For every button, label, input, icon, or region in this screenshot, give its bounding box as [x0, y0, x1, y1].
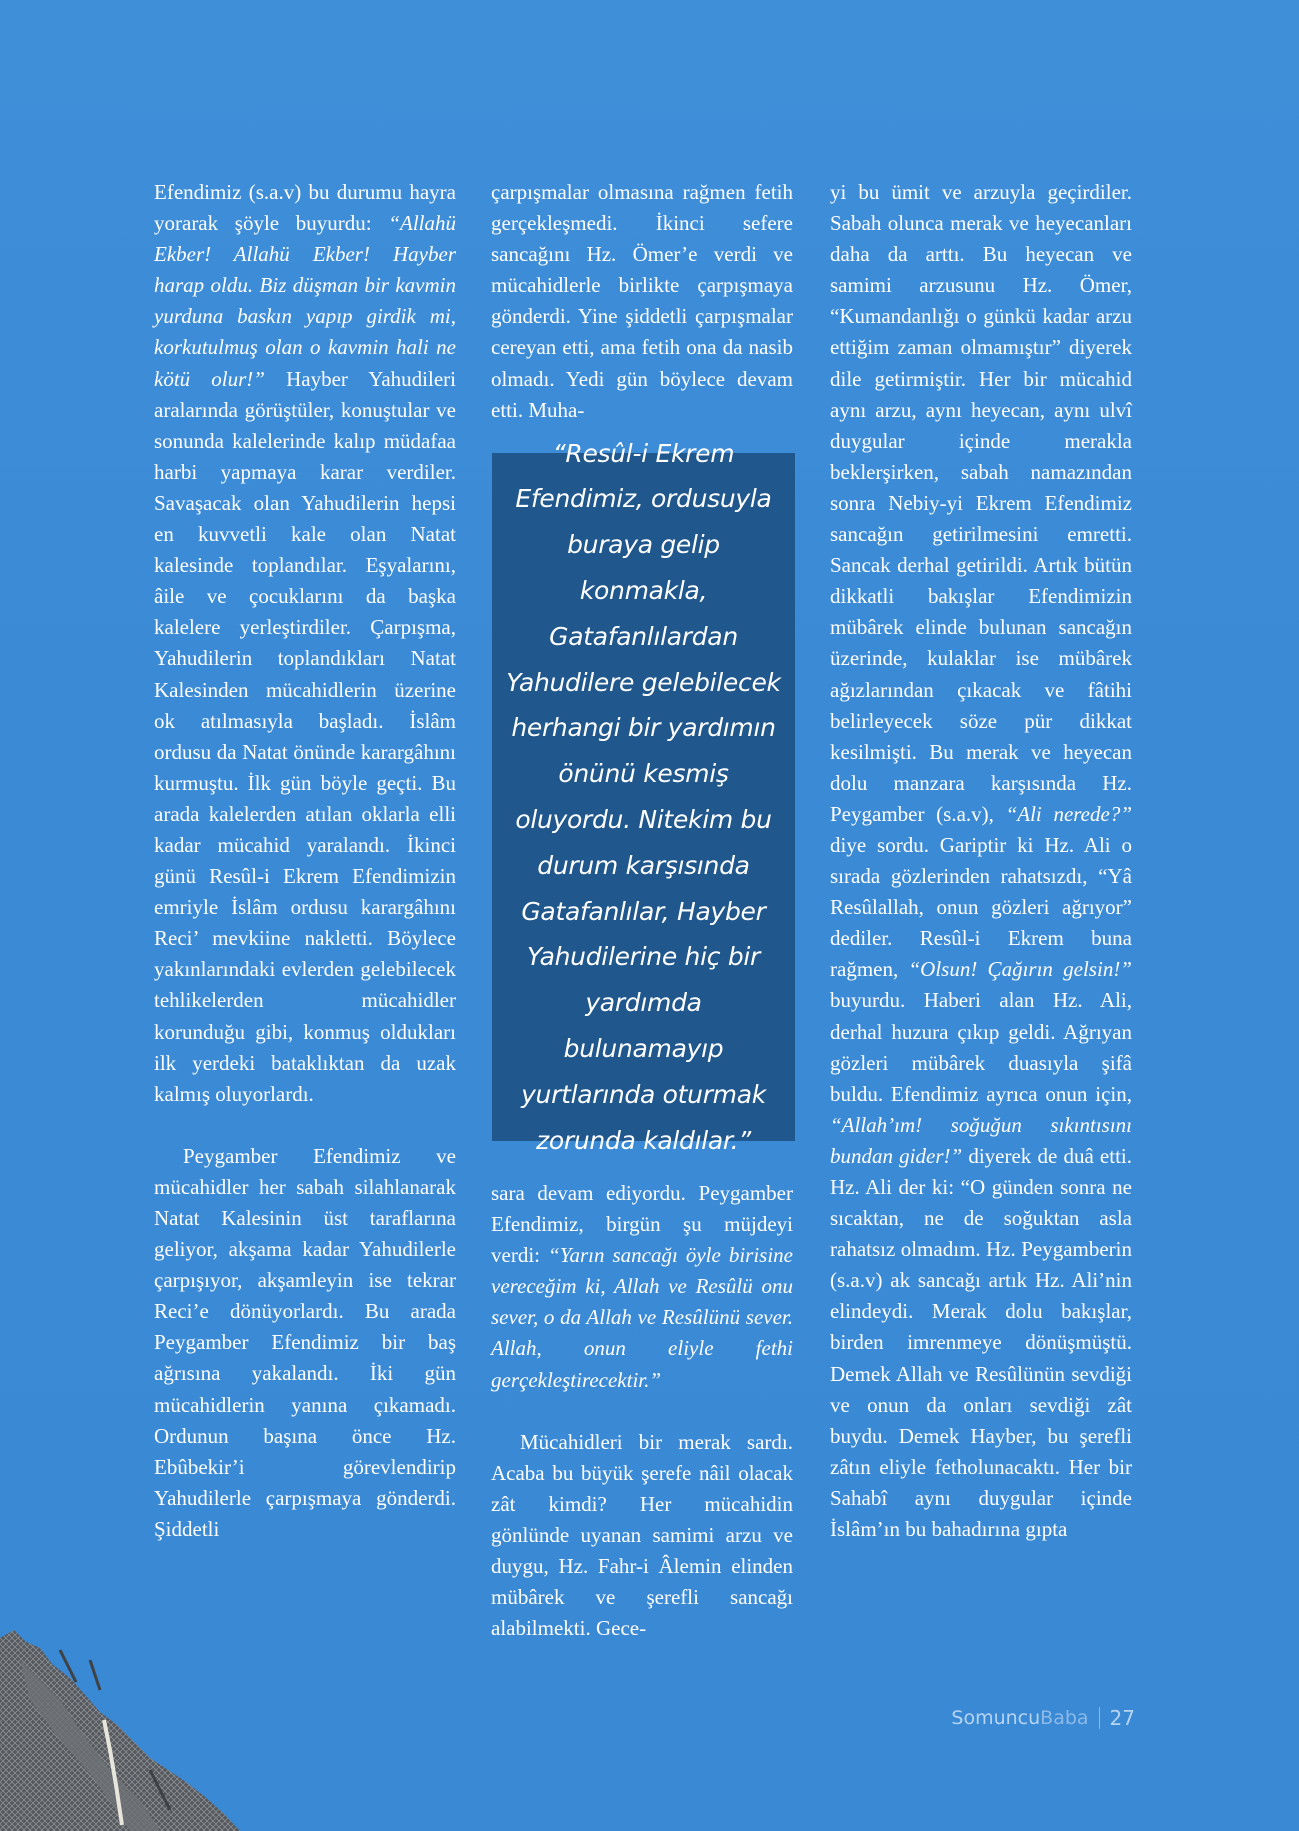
- magazine-brand-part2: Baba: [1040, 1707, 1089, 1729]
- paragraph: sara devam ediyordu. Peygamber Efendimiz, birgün şu müjdeyi verdi: “Yarın sancağı öyle birisine vereceğim ki, Allah ve Resûlü onu sever, o da Allah ve Resûlünü sever. Allah, onun eliyle fethi gerçekleştirecektir.”: [491, 1181, 793, 1392]
- paragraph: Efendimiz (s.a.v) bu durumu hayra yorarak şöyle buyurdu: “Allahü Ekber! Allahü Ekber! Hayber harap oldu. Biz düşman bir kavmin yurduna baskın yapıp girdik mi, korkutulmuş olan o kavmin hali ne kötü olur!” Hayber Yahudileri aralarında görüştüler, konuştular ve sonunda kalelerinde kalıp müdafaa harbi yapmaya karar verdiler. Savaşacak olan Yahudilerin hepsi en kuvvetli kale olan Natat kalesinde toplandılar. Eşyalarını, âile ve çocuklarını da başka kalelere yerleştirdiler. Çarpışma, Yahudilerin toplandıkları Natat Kalesinden mücahidlerin üzerine ok atılmasıyla başladı. İslâm ordusu da Natat önünde karargâhını kurmuştu. İlk gün böyle geçti. Bu arada kalelerden atılan oklarla elli kadar mücahid yaralandı. İkinci günü Resûl-i Ekrem Efendimizin emriyle İslâm ordusu karargâhını Reci’ mevkiine nakletti. Böylece yakınlarındaki evlerden gelebilecek tehlikelerden mücahidler korunduğu gibi, konmuş oldukları ilk yerdeki bataklıktan da uzak kalmış oluyorlardı.: [154, 180, 456, 1106]
- magazine-brand-part1: Somuncu: [951, 1707, 1041, 1729]
- footer-divider: [1099, 1707, 1100, 1729]
- page-footer: [951, 1706, 1135, 1730]
- pull-quote-box: [492, 438, 795, 1155]
- quotation: “Yarın sancağı öyle birisine vereceğim ki, Allah ve Resûlü onu sever, o da Allah ve Resûlünü sever. Allah, onun eliyle fethi gerçekleştirecektir.”: [491, 1243, 793, 1392]
- text-column-2-bottom: [491, 1178, 793, 1644]
- quotation: “Allahü Ekber! Allahü Ekber! Hayber harap oldu. Biz düşman bir kavmin yurduna baskın yapıp girdik mi, korkutulmuş olan o kavmin hali ne kötü olur!”: [154, 211, 456, 391]
- paragraph: yi bu ümit ve arzuyla geçirdiler. Sabah olunca merak ve heyecanları daha da arttı. Bu heyecan ve samimi arzusunu Hz. Ömer, “Kumandanlığı o günkü kadar arzu ettiğim zaman olmamıştır” diyerek dile getirmiştir. Her bir mücahid aynı arzu, aynı heyecan, aynı ulvî duygular içinde merakla beklerşirken, sabah namazından sonra Nebiy-yi Ekrem Efendimiz sancağın getirilmesini emretti. Sancak derhal getirildi. Artık bütün dikkatli bakışlar Efendimizin mübârek elinde bulunan sancağın üzerinde, kulaklar ise mübârek ağızlarından çıkacak ve fâtihi belirleyecek söze pür dikkat kesilmişti. Bu merak ve heyecan dolu manzara karşısında Hz. Peygamber (s.a.v), “Ali nerede?” diye sordu. Gariptir ki Hz. Ali o sırada gözlerinden rahatsızdı, “Yâ Resûlallah, onun gözleri ağrıyor” dediler. Resûl-i Ekrem buna rağmen, “Olsun! Çağırın gelsin!” buyurdu. Haberi alan Hz. Ali, derhal huzura çıkıp geldi. Ağrıyan gözleri mübârek duasıyla şifâ buldu. Efendimiz ayrıca onun için, “Allah’ım! soğuğun sıkıntısını bundan gider!” diyerek de duâ etti. Hz. Ali der ki: “O günden sonra ne sıcaktan, ne de soğuktan asla rahatsız olmadım. Hz. Peygamberin (s.a.v) ak sancağı artık Hz. Ali’nin elindeydi. Merak dolu bakışlar, birden imrenmeye dönüşmüştü. Demek Allah ve Resûlünün sevdiği ve onun da onları sevdiği zât buydu. Demek Hayber, bu şerefli zâtın eliyle fetholunacaktı. Her bir Sahabî aynı duygular içinde İslâm’ın bu bahadırına gıpta: [830, 180, 1133, 1542]
- quotation: “Olsun! Çağırın gelsin!”: [908, 957, 1132, 982]
- quotation: “Ali nerede?”: [1005, 801, 1132, 826]
- text-column-1: [154, 177, 456, 1545]
- paragraph: Mücahidleri bir merak sardı. Acaba bu büyük şerefe nâil olacak zât kimdi? Her mücahidin gönlünde uyanan samimi arzu ve duygu, Hz. Fahr-i Âlemin elinden mübârek ve şerefli sancağı alabilmekti. Gece-: [491, 1429, 793, 1641]
- text-column-3: [830, 177, 1132, 1545]
- rock-fence-image: [0, 1620, 240, 1831]
- text-column-2-top: [491, 177, 793, 426]
- page-number: 27: [1109, 1706, 1135, 1730]
- paragraph: çarpışmalar olmasına rağmen fetih gerçekleşmedi. İkinci sefere sancağını Hz. Ömer’e verdi ve mücahidlerle birlikte çarpışmaya gönderdi. Yine şiddetli çarpışmalar cereyan etti, ama fetih ona da nasib olmadı. Yedi gün böylece devam etti. Muha-: [491, 180, 793, 422]
- pull-quote-text: “Resûl-i Ekrem Efendimiz, ordusuyla buraya gelip konmakla, Gatafanlılardan Yahudilere gelebilecek herhangi bir yardımın önünü kesmiş oluyordu. Nitekim bu durum karşısında Gatafanlılar, Hayber Yahudilerine hiç bir yardımda bulunamayıp yurtlarında oturmak zorunda kaldılar.”: [506, 438, 781, 1155]
- paragraph: Peygamber Efendimiz ve mücahidler her sabah silahlanarak Natat Kalesinin üst taraflarına geliyor, akşama kadar Yahudilerle çarpışıyor, akşamleyin ise tekrar Reci’e dönüyorlardı. Bu arada Peygamber Efendimiz bir baş ağrısına yakalandı. İki gün mücahidlerin yanına çıkamadı. Ordunun başına önce Hz. Ebûbekir’i görevlendirip Yahudilerle çarpışmaya gönderdi. Şiddetli: [154, 1143, 456, 1541]
- quotation: “Allah’ım! soğuğun sıkıntısını bundan gider!”: [830, 1112, 1132, 1168]
